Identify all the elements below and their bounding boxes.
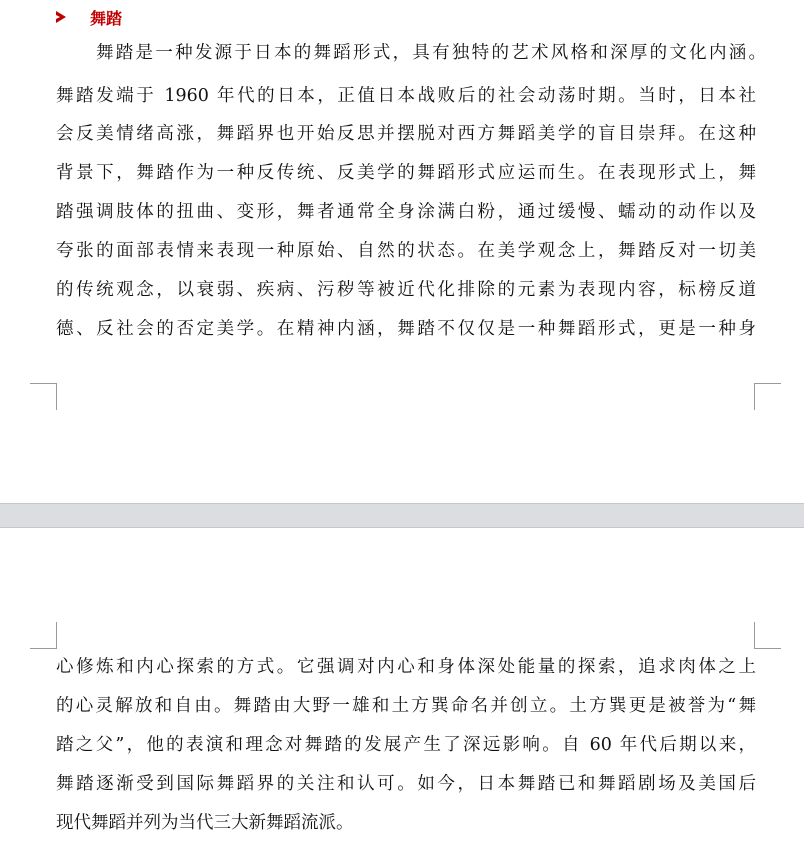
paragraph-line: 踏强调肢体的扭曲、变形，舞者通常全身涂满白粉，通过缓慢、蠕动的动作以及 [56, 202, 756, 222]
paragraph-line: 会反美情绪高涨，舞蹈界也开始反思并摆脱对西方舞蹈美学的盲目崇拜。在这种 [56, 124, 756, 144]
margin-corner-mark [754, 622, 781, 649]
document-page-2 [0, 528, 804, 844]
margin-corner-mark [30, 383, 57, 410]
margin-corner-mark [30, 622, 57, 649]
section-heading-text: 舞踏 [90, 8, 123, 28]
margin-corner-mark [754, 383, 781, 410]
page-break-gap [0, 503, 804, 528]
paragraph-line: 舞踏发端于 1960 年代的日本，正值日本战败后的社会动荡时期。当时，日本社 [56, 86, 756, 106]
paragraph-line: 的心灵解放和自由。舞踏由大野一雄和土方巽命名并创立。土方巽更是被誉为“舞 [56, 696, 756, 716]
paragraph-line: 的传统观念，以衰弱、疾病、污秽等被近代化排除的元素为表现内容，标榜反道 [56, 280, 756, 300]
section-heading [56, 6, 122, 28]
paragraph-line: 夸张的面部表情来表现一种原始、自然的状态。在美学观念上，舞踏反对一切美 [56, 241, 756, 261]
paragraph-line: 心修炼和内心探索的方式。它强调对内心和身体深处能量的探索，追求肉体之上 [56, 657, 756, 677]
paragraph-line: 现代舞蹈并列为当代三大新舞蹈流派。 [56, 813, 354, 833]
paragraph-line: 舞踏逐渐受到国际舞蹈界的关注和认可。如今，日本舞踏已和舞蹈剧场及美国后 [56, 774, 756, 794]
paragraph-line: 踏之父”，他的表演和理念对舞踏的发展产生了深远影响。自 60 年代后期以来， [56, 735, 756, 755]
paragraph-line: 德、反社会的否定美学。在精神内涵，舞踏不仅仅是一种舞蹈形式，更是一种身 [56, 319, 756, 339]
paragraph-line: 舞踏是一种发源于日本的舞蹈形式，具有独特的艺术风格和深厚的文化内涵。 [96, 43, 766, 63]
paragraph-line: 背景下，舞踏作为一种反传统、反美学的舞蹈形式应运而生。在表现形式上，舞 [56, 163, 756, 183]
arrow-bullet-icon [56, 11, 66, 23]
